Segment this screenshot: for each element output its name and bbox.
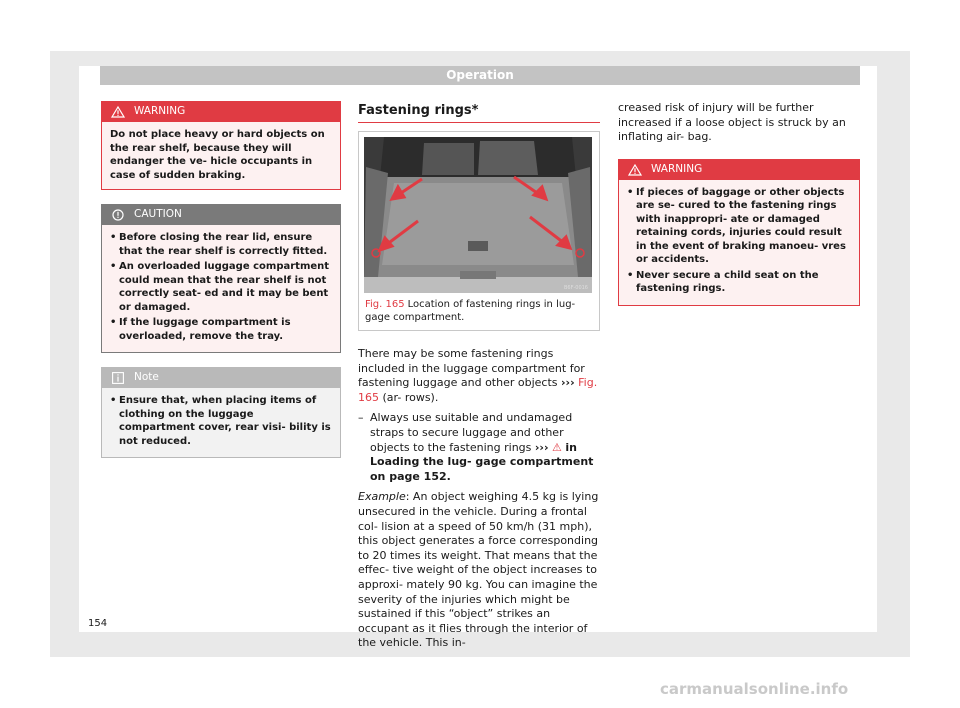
caution-bullet: • An overloaded luggage compartment could mean that the rear shelf is not correctly seat- ed and it may be bent or damaged. [110,261,330,313]
warning-label: WARNING [134,105,186,118]
warning-text: Do not place heavy or hard objects on the rear shelf, because they will endanger the ve- hicle occupants in case of sudden braking. [110,129,325,181]
figure-number: Fig. 165 [365,299,405,310]
section-title: Fastening rings* [358,101,600,123]
note-bullet: • Ensure that, when placing items of clothing on the luggage compartment cover, rear visi- bility is not reduced. [110,395,331,447]
middle-column [358,101,600,657]
right-column [618,101,860,320]
warning-box-rear-shelf [101,101,341,190]
example-paragraph: Example: An object weighing 4.5 kg is lying unsecured in the vehicle. During a frontal col- lision at a speed of 50 km/h (31 mph), this object generates a force corresponding to 20 times its weight. That means that the effec- tive weight of the object increases to approxi- mately 90 kg. You can imagine the severity of the injuries which might be sustained if this “object” strikes an occupant as it flies through the interior of the vehicle. This in- [358,490,599,650]
warning-box-fastening-rings [618,159,860,306]
page-reference-link[interactable]: in Loading the lug- gage compartment on page 152. [370,440,594,483]
warning-triangle-icon [627,163,643,177]
chapter-header: Operation [100,66,860,85]
left-column [101,101,341,472]
warning-bullet: • Never secure a child seat on the fastening rings. [627,269,819,295]
figure-165 [358,131,600,331]
figure-caption: Fig. 165 Location of fastening rings in lug- gage compartment. [365,299,576,323]
warning-triangle-icon [110,105,126,119]
instruction-item: – Always use suitable and undamaged straps to secure luggage and other objects to the fastening rings ››› ⚠ in Loading the lug- gage compartment on page 152. [358,411,594,483]
continuation-paragraph: creased risk of injury will be further increased if a loose object is struck by an inflating air- bag. [618,101,846,144]
page-number: 154 [88,618,108,629]
figure-code: B6F-0016 [563,285,588,291]
luggage-compartment-photo [364,137,592,293]
caution-circle-icon [110,208,126,222]
warning-bullet: • If pieces of baggage or other objects are se- cured to the fastening rings with inappropri- ate or damaged retaining cords, injuries could result in the event of braking manoeu- vres or accidents. [627,186,846,266]
intro-paragraph: There may be some fastening rings included in the luggage compartment for fastening luggage and other objects ››› Fig. 165 (ar- rows). [358,347,598,404]
note-label: Note [134,371,159,384]
caution-bullet: • If the luggage compartment is overloaded, remove the tray. [110,317,291,342]
caution-bullet: • Before closing the rear lid, ensure that the rear shelf is correctly fitted. [110,232,328,257]
note-box [101,367,341,458]
info-icon [110,371,126,385]
watermark: carmanualsonline.info [660,680,849,698]
figure-reference-link[interactable]: Fig. 165 [358,376,598,404]
caution-box [101,204,341,353]
caution-label: CAUTION [134,208,182,221]
warning-triangle-icon: ⚠ [552,440,562,454]
warning-label: WARNING [651,163,703,176]
